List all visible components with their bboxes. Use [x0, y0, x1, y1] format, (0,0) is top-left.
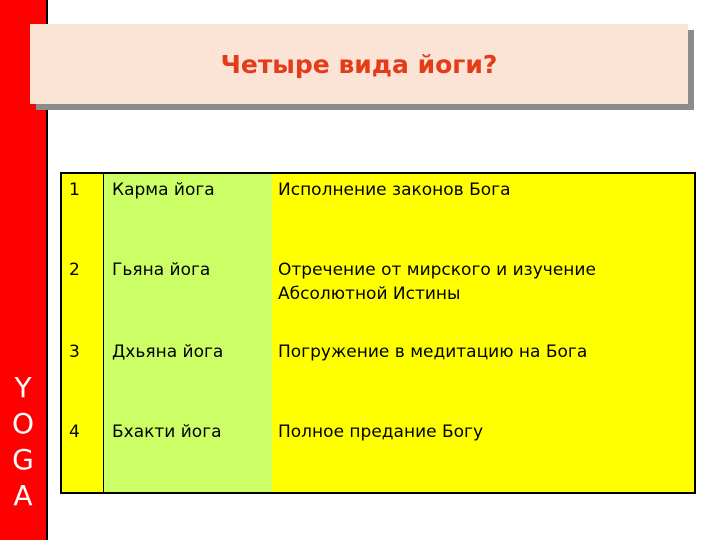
row-1-description: Исполнение законов Бога [278, 180, 511, 200]
row-3-description: Погружение в медитацию на Бога [278, 342, 588, 362]
row-4-name: Бхакти йога [112, 422, 222, 442]
yoga-types-table [60, 172, 696, 494]
row-3-number: 3 [69, 342, 80, 362]
side-letter-g: G [12, 443, 34, 476]
yoga-name-column [104, 174, 272, 492]
slide-title-box [30, 24, 688, 104]
row-2-description: Отречение от мирского и изучение Абсолютной Истины [278, 260, 596, 304]
row-1-number: 1 [69, 180, 80, 200]
row-2-number: 2 [69, 260, 80, 280]
row-3-name: Дхьяна йога [112, 342, 224, 362]
number-column [62, 174, 104, 492]
slide-title: Четыре вида йоги? [220, 49, 498, 79]
side-letter-a: A [13, 479, 33, 512]
side-letter-y: Y [14, 371, 32, 404]
row-1-name: Карма йога [112, 180, 215, 200]
side-letter-o: O [11, 407, 35, 440]
row-4-description: Полное предание Богу [278, 422, 484, 442]
yoga-vertical-word [0, 370, 46, 514]
description-column [272, 174, 694, 492]
row-4-number: 4 [69, 422, 80, 442]
row-2-name: Гьяна йога [112, 260, 211, 280]
